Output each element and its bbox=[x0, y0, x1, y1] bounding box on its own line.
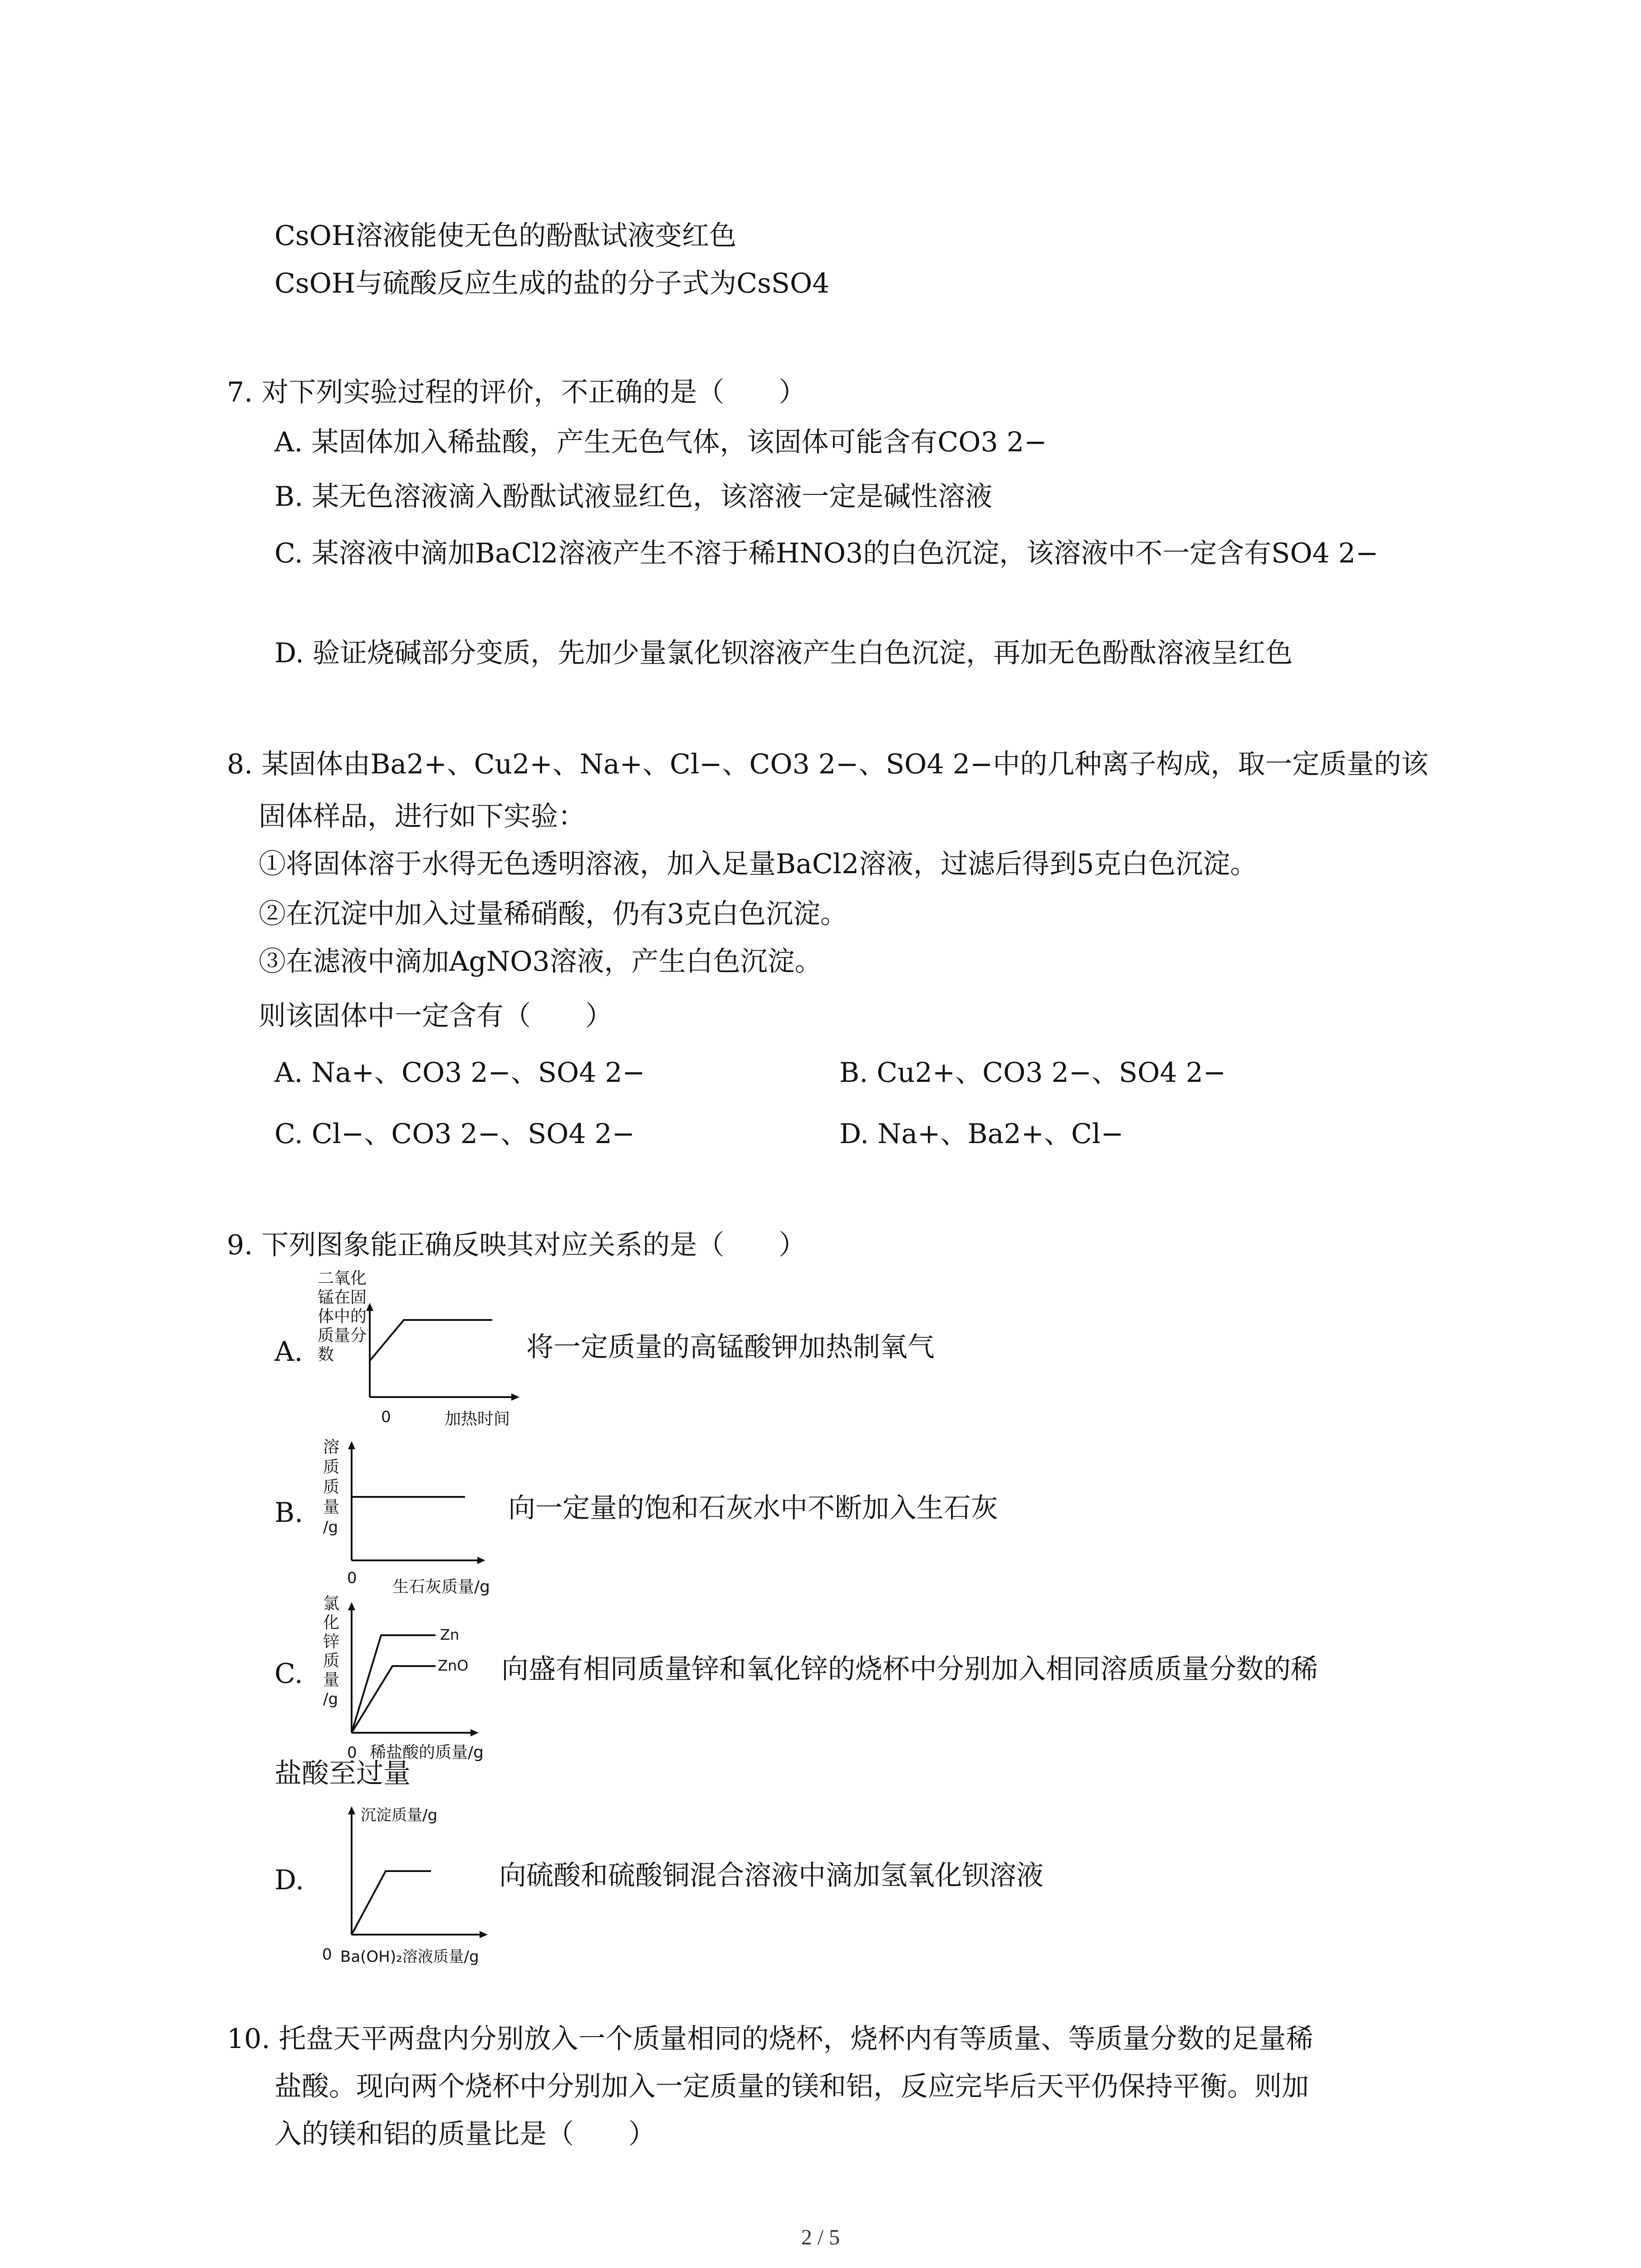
q7-option-c: C. 某溶液中滴加BaCl2溶液产生不溶于稀HNO3的白色沉淀，该溶液中不一定含有SO4 2− bbox=[274, 538, 1379, 569]
q7-option-a: A. 某固体加入稀盐酸，产生无色气体，该固体可能含有CO3 2− bbox=[274, 426, 1047, 458]
q9-c-label: C. bbox=[274, 1658, 303, 1690]
q9-c-ylabel-4: 质 bbox=[323, 1652, 340, 1670]
q9-c-ylabel-5: 量 bbox=[323, 1671, 340, 1689]
q7-option-d: D. 验证烧碱部分变质，先加少量氯化钡溶液产生白色沉淀，再加无色酚酞溶液呈红色 bbox=[274, 637, 1293, 669]
q6-option-d: CsOH与硫酸反应生成的盐的分子式为CsSO4 bbox=[274, 268, 830, 299]
q9-b-graph bbox=[313, 1433, 540, 1599]
q9-b-ylabel-3: 质 bbox=[323, 1478, 340, 1496]
q9-b-xlabel: 生石灰质量/g bbox=[392, 1578, 490, 1596]
q10-line3: 入的镁和铝的质量比是（ ） bbox=[274, 2118, 656, 2150]
q9-a-ylabel-4: 质量分 bbox=[318, 1326, 367, 1345]
q9-c-series-zno: ZnO bbox=[438, 1657, 469, 1674]
q9-a-ylabel-3: 体中的 bbox=[318, 1307, 367, 1326]
q9-stem: 9. 下列图象能正确反映其对应关系的是（ ） bbox=[227, 1229, 806, 1261]
q7-option-b: B. 某无色溶液滴入酚酞试液显红色，该溶液一定是碱性溶液 bbox=[274, 481, 993, 513]
q9-c-text: 向盛有相同质量锌和氧化锌的烧杯中分别加入相同溶质质量分数的稀 bbox=[501, 1653, 1318, 1685]
q9-d-graph bbox=[313, 1799, 513, 1971]
q9-b-ylabel-5: /g bbox=[323, 1518, 338, 1536]
q9-b-ylabel-2: 质 bbox=[323, 1458, 340, 1476]
q8-option-b: B. Cu2+、CO3 2−、SO4 2− bbox=[839, 1057, 1226, 1089]
q9-d-origin: 0 bbox=[322, 1945, 332, 1964]
q8-option-d: D. Na+、Ba2+、Cl− bbox=[839, 1118, 1124, 1150]
q10-line1: 10. 托盘天平两盘内分别放入一个质量相同的烧杯，烧杯内有等质量、等质量分数的足量稀 bbox=[227, 2023, 1313, 2055]
q9-a-graph bbox=[313, 1266, 540, 1433]
q9-b-origin: 0 bbox=[347, 1569, 357, 1587]
q8-question: 则该固体中一定含有（ ） bbox=[259, 1000, 612, 1032]
q9-a-text: 将一定质量的高锰酸钾加热制氧气 bbox=[526, 1331, 935, 1363]
q9-a-xlabel: 加热时间 bbox=[445, 1410, 510, 1428]
q9-b-label: B. bbox=[274, 1497, 304, 1529]
q8-stem-line2: 固体样品，进行如下实验： bbox=[259, 801, 585, 832]
q9-c-xlabel: 稀盐酸的质量/g bbox=[370, 1743, 484, 1762]
q9-a-origin: 0 bbox=[381, 1408, 391, 1426]
q6-option-c: CsOH溶液能使无色的酚酞试液变红色 bbox=[274, 220, 737, 252]
q9-b-ylabel-1: 溶 bbox=[323, 1438, 340, 1457]
page-number: 2 / 5 bbox=[801, 2225, 840, 2249]
q9-c-ylabel-2: 化 bbox=[323, 1613, 340, 1632]
q9-c-origin: 0 bbox=[347, 1744, 357, 1762]
q8-stem-line1: 8. 某固体由Ba2+、Cu2+、Na+、Cl−、CO3 2−、SO4 2−中的几种离子构成，取一定质量的该 bbox=[227, 748, 1429, 780]
q8-step-1: ①将固体溶于水得无色透明溶液，加入足量BaCl2溶液，过滤后得到5克白色沉淀。 bbox=[259, 848, 1258, 880]
q9-c-series-zn: Zn bbox=[440, 1626, 460, 1643]
q9-d-ylabel: 沉淀质量/g bbox=[361, 1806, 438, 1824]
q8-option-c: C. Cl−、CO3 2−、SO4 2− bbox=[274, 1118, 635, 1150]
q8-option-a: A. Na+、CO3 2−、SO4 2− bbox=[274, 1057, 645, 1089]
q7-stem: 7. 对下列实验过程的评价，不正确的是（ ） bbox=[227, 376, 806, 408]
q9-a-ylabel-5: 数 bbox=[318, 1345, 334, 1364]
q9-c-zn-line bbox=[352, 1635, 436, 1733]
q9-a-label: A. bbox=[274, 1336, 303, 1368]
q9-d-label: D. bbox=[274, 1864, 304, 1896]
q9-a-ylabel-2: 锰在固 bbox=[318, 1288, 367, 1307]
q10-line2: 盐酸。现向两个烧杯中分别加入一定质量的镁和铝，反应完毕后天平仍保持平衡。则加 bbox=[274, 2071, 1309, 2102]
q9-d-text: 向硫酸和硫酸铜混合溶液中滴加氢氧化钡溶液 bbox=[499, 1860, 1043, 1892]
q9-b-text: 向一定量的饱和石灰水中不断加入生石灰 bbox=[508, 1492, 998, 1524]
q9-c-ylabel-6: /g bbox=[323, 1690, 338, 1708]
q9-c-ylabel-1: 氯 bbox=[323, 1594, 340, 1613]
q9-a-ylabel-1: 二氧化 bbox=[318, 1269, 367, 1288]
q9-c-graph bbox=[313, 1590, 513, 1769]
q9-c-ylabel-3: 锌 bbox=[323, 1633, 340, 1651]
q8-step-3: ③在滤液中滴加AgNO3溶液，产生白色沉淀。 bbox=[259, 946, 822, 978]
q9-b-ylabel-4: 量 bbox=[323, 1498, 340, 1516]
q9-d-xlabel: Ba(OH)₂溶液质量/g bbox=[340, 1948, 479, 1966]
q8-step-2: ②在沉淀中加入过量稀硝酸，仍有3克白色沉淀。 bbox=[259, 898, 848, 930]
q9-c-text-cont: 盐酸至过量 bbox=[274, 1758, 411, 1789]
q9-c-zno-line bbox=[352, 1666, 436, 1733]
